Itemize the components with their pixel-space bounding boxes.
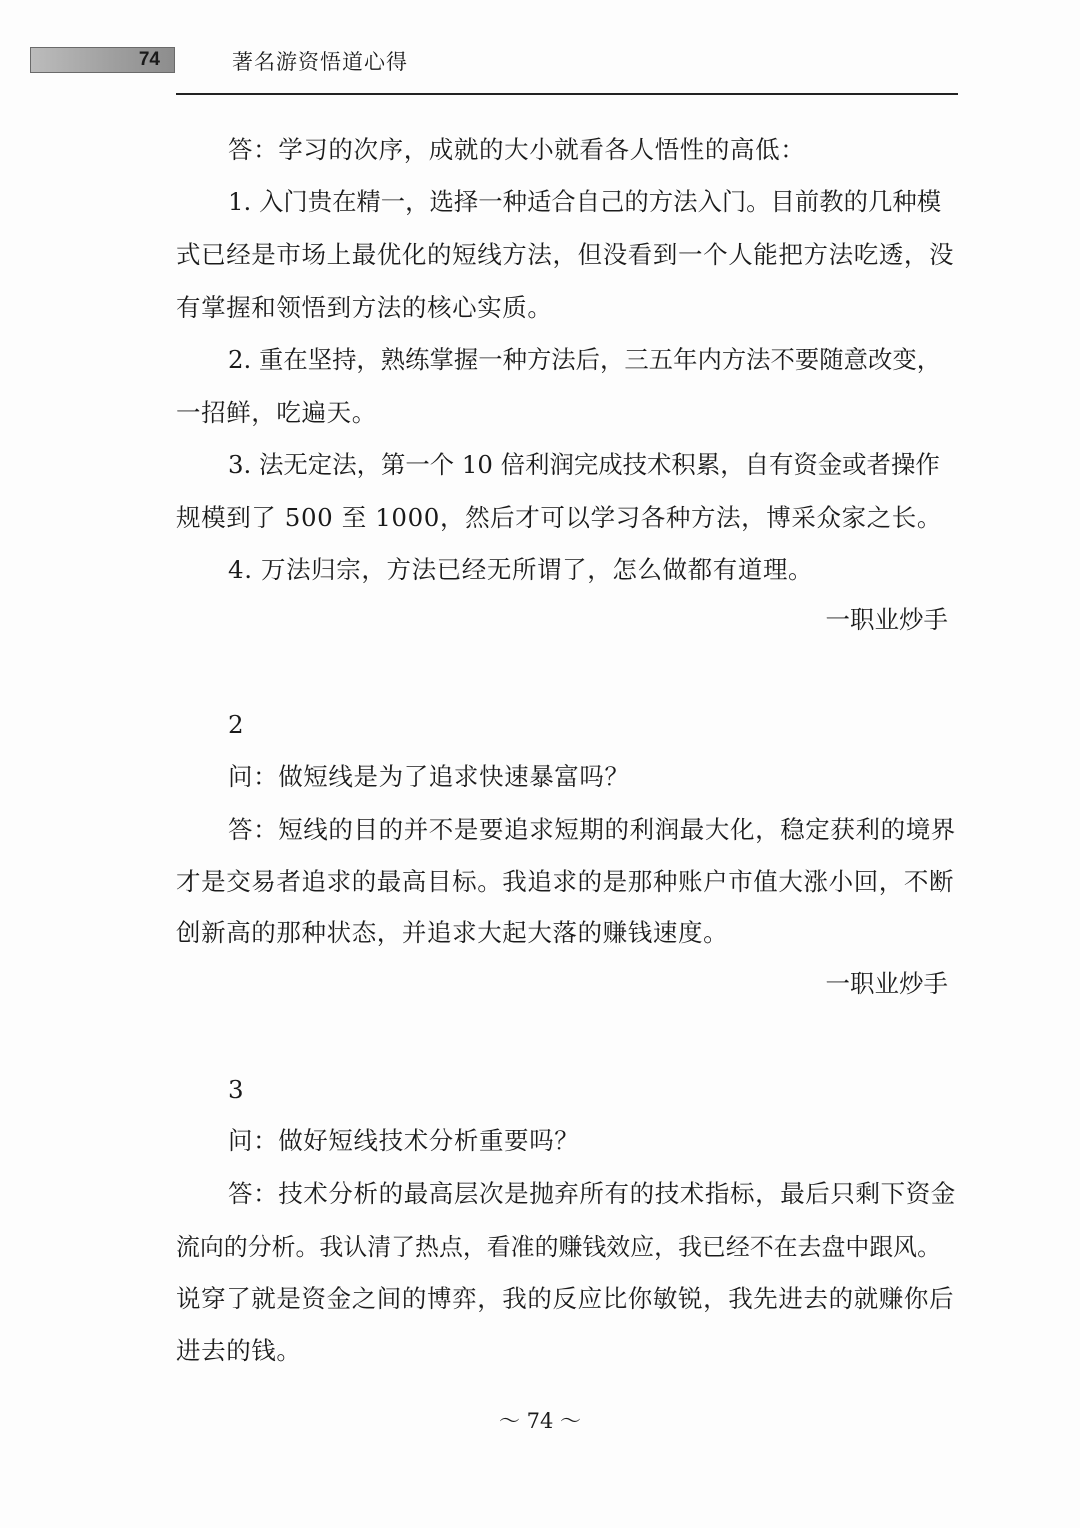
section2-answer-line1: 答：短线的目的并不是要追求短期的利润最大化，稳定获利的境界 bbox=[228, 815, 956, 844]
item2-line2: 一招鲜，吃遍天。 bbox=[176, 398, 377, 427]
section3-number: 3 bbox=[228, 1075, 245, 1104]
item4-line1: 4. 万法归宗，方法已经无所谓了，怎么做都有道理。 bbox=[228, 555, 814, 584]
item1-line2: 式已经是市场上最优化的短线方法，但没看到一个人能把方法吃透，没 bbox=[176, 240, 955, 269]
section3-question: 问：做好短线技术分析重要吗？ bbox=[228, 1126, 580, 1155]
item2-line1: 2. 重在坚持，熟练掌握一种方法后，三五年内方法不要随意改变， bbox=[228, 345, 942, 374]
item1-line3: 有掌握和领悟到方法的核心实质。 bbox=[176, 293, 553, 322]
footer-page-number: ～ 74 ～ bbox=[498, 1409, 582, 1433]
page-number-badge bbox=[30, 47, 175, 73]
book-title: 著名游资悟道心得 bbox=[232, 50, 408, 74]
section2-question: 问：做短线是为了追求快速暴富吗？ bbox=[228, 762, 630, 791]
section2-answer-line3: 创新高的那种状态，并追求大起大落的赚钱速度。 bbox=[176, 918, 729, 947]
signature-2: 一职业炒手 bbox=[825, 969, 948, 998]
section2-number: 2 bbox=[228, 710, 245, 739]
answer-intro: 答：学习的次序，成就的大小就看各人悟性的高低： bbox=[228, 135, 806, 164]
item1-line1: 1. 入门贵在精一，选择一种适合自己的方法入门。目前教的几种模 bbox=[228, 187, 942, 216]
page-number: 74 bbox=[138, 49, 160, 70]
section2-answer-line2: 才是交易者追求的最高目标。我追求的是那种账户市值大涨小回，不断 bbox=[176, 867, 955, 896]
header-divider bbox=[176, 93, 958, 95]
section3-answer-line3: 说穿了就是资金之间的博弈，我的反应比你敏锐，我先进去的就赚你后 bbox=[176, 1284, 955, 1313]
section3-answer-line4: 进去的钱。 bbox=[176, 1336, 302, 1365]
section3-answer-line2: 流向的分析。我认清了热点，看准的赚钱效应，我已经不在去盘中跟风。 bbox=[176, 1233, 941, 1261]
item3-line2: 规模到了 500 至 1000，然后才可以学习各种方法，博采众家之长。 bbox=[176, 503, 942, 532]
item3-line1: 3. 法无定法，第一个 10 倍利润完成技术积累，自有资金或者操作 bbox=[228, 450, 940, 479]
signature-1: 一职业炒手 bbox=[825, 605, 948, 634]
section3-answer-line1: 答：技术分析的最高层次是抛弃所有的技术指标，最后只剩下资金 bbox=[228, 1179, 956, 1208]
